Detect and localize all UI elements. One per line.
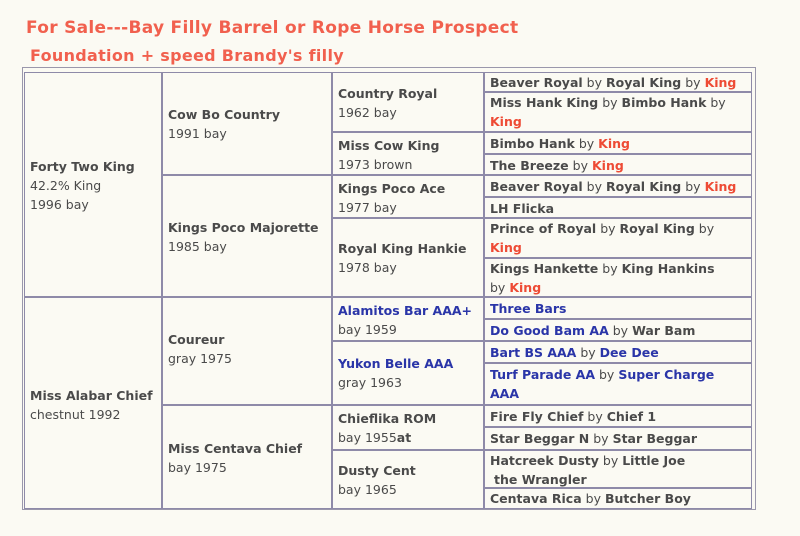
g3-miss-cow-king <box>332 132 484 175</box>
g3-detail: 1977 bay <box>338 200 397 215</box>
g4-row: Three Bars <box>484 297 752 319</box>
dam-detail: chestnut 1992 <box>30 407 121 422</box>
g3-detail: 1978 bay <box>338 260 397 275</box>
g4-row: The Breeze by King <box>484 154 752 175</box>
g4-row: Fire Fly Chief by Chief 1 <box>484 405 752 427</box>
g4-row: Hatcreek Dusty by Little Joe the Wrangler <box>484 450 752 488</box>
page-subtitle: Foundation + speed Brandy's filly <box>30 46 344 65</box>
g3-yukon-belle <box>332 341 484 405</box>
g3-royal-king-hankie <box>332 218 484 297</box>
g3-chieflika-rom <box>332 405 484 450</box>
sire-name: Forty Two King <box>30 159 135 174</box>
g4-row: Prince of Royal by Royal King by King <box>484 218 752 258</box>
g4-row: Kings Hankette by King Hankins by King <box>484 258 752 297</box>
g4-row: Beaver Royal by Royal King by King <box>484 175 752 197</box>
g3-name: Royal King Hankie <box>338 241 467 256</box>
g4-row: Bart BS AAA by Dee Dee <box>484 341 752 363</box>
g2-miss-centava-chief <box>162 405 332 509</box>
g2-name: Miss Centava Chief <box>168 441 303 456</box>
g2-detail: 1991 bay <box>168 126 227 141</box>
g3-name: Yukon Belle AAA <box>338 356 454 371</box>
g3-name: Alamitos Bar AAA+ <box>338 303 473 318</box>
g3-alamitos-bar <box>332 297 484 341</box>
g2-name: Kings Poco Majorette <box>168 220 319 235</box>
g4-row: Star Beggar N by Star Beggar <box>484 427 752 450</box>
g2-name: Cow Bo Country <box>168 107 280 122</box>
g3-name: Miss Cow King <box>338 138 440 153</box>
g3-detail: 1962 bay <box>338 105 397 120</box>
g3-detail: bay 1965 <box>338 482 397 497</box>
g2-kings-poco-majorette <box>162 175 332 297</box>
sire-cell <box>24 72 162 297</box>
g3-name: Dusty Cent <box>338 463 416 478</box>
g3-kings-poco-ace <box>332 175 484 218</box>
sire-detail-2: 1996 bay <box>30 197 89 212</box>
g3-detail: gray 1963 <box>338 375 402 390</box>
g4-row: LH Flicka <box>484 197 752 218</box>
g3-detail: 1973 brown <box>338 157 413 172</box>
g3-dusty-cent <box>332 450 484 509</box>
g3-detail-suffix: at <box>396 430 412 445</box>
g3-name: Kings Poco Ace <box>338 181 446 196</box>
g3-detail: bay 1959 <box>338 322 397 337</box>
g4-row: Beaver Royal by Royal King by King <box>484 72 752 92</box>
g3-name: Country Royal <box>338 86 438 101</box>
g2-cow-bo-country <box>162 72 332 175</box>
dam-cell <box>24 297 162 509</box>
g2-detail: gray 1975 <box>168 351 232 366</box>
g3-country-royal <box>332 72 484 132</box>
g4-row: Bimbo Hank by King <box>484 132 752 154</box>
g2-name: Coureur <box>168 332 225 347</box>
g4-row: Miss Hank King by Bimbo Hank by King <box>484 92 752 132</box>
g4-row: Turf Parade AA by Super Charge AAA <box>484 363 752 405</box>
g4-row: Do Good Bam AA by War Bam <box>484 319 752 341</box>
g4-row: Centava Rica by Butcher Boy <box>484 488 752 509</box>
page-title: For Sale---Bay Filly Barrel or Rope Horse Prospect <box>26 18 519 38</box>
g2-detail: 1985 bay <box>168 239 227 254</box>
g3-detail: bay 1955 <box>338 430 397 445</box>
dam-name: Miss Alabar Chief <box>30 388 153 403</box>
sire-detail-1: 42.2% King <box>30 178 102 193</box>
g2-detail: bay 1975 <box>168 460 227 475</box>
g2-coureur <box>162 297 332 405</box>
g3-name: Chieflika ROM <box>338 411 437 426</box>
